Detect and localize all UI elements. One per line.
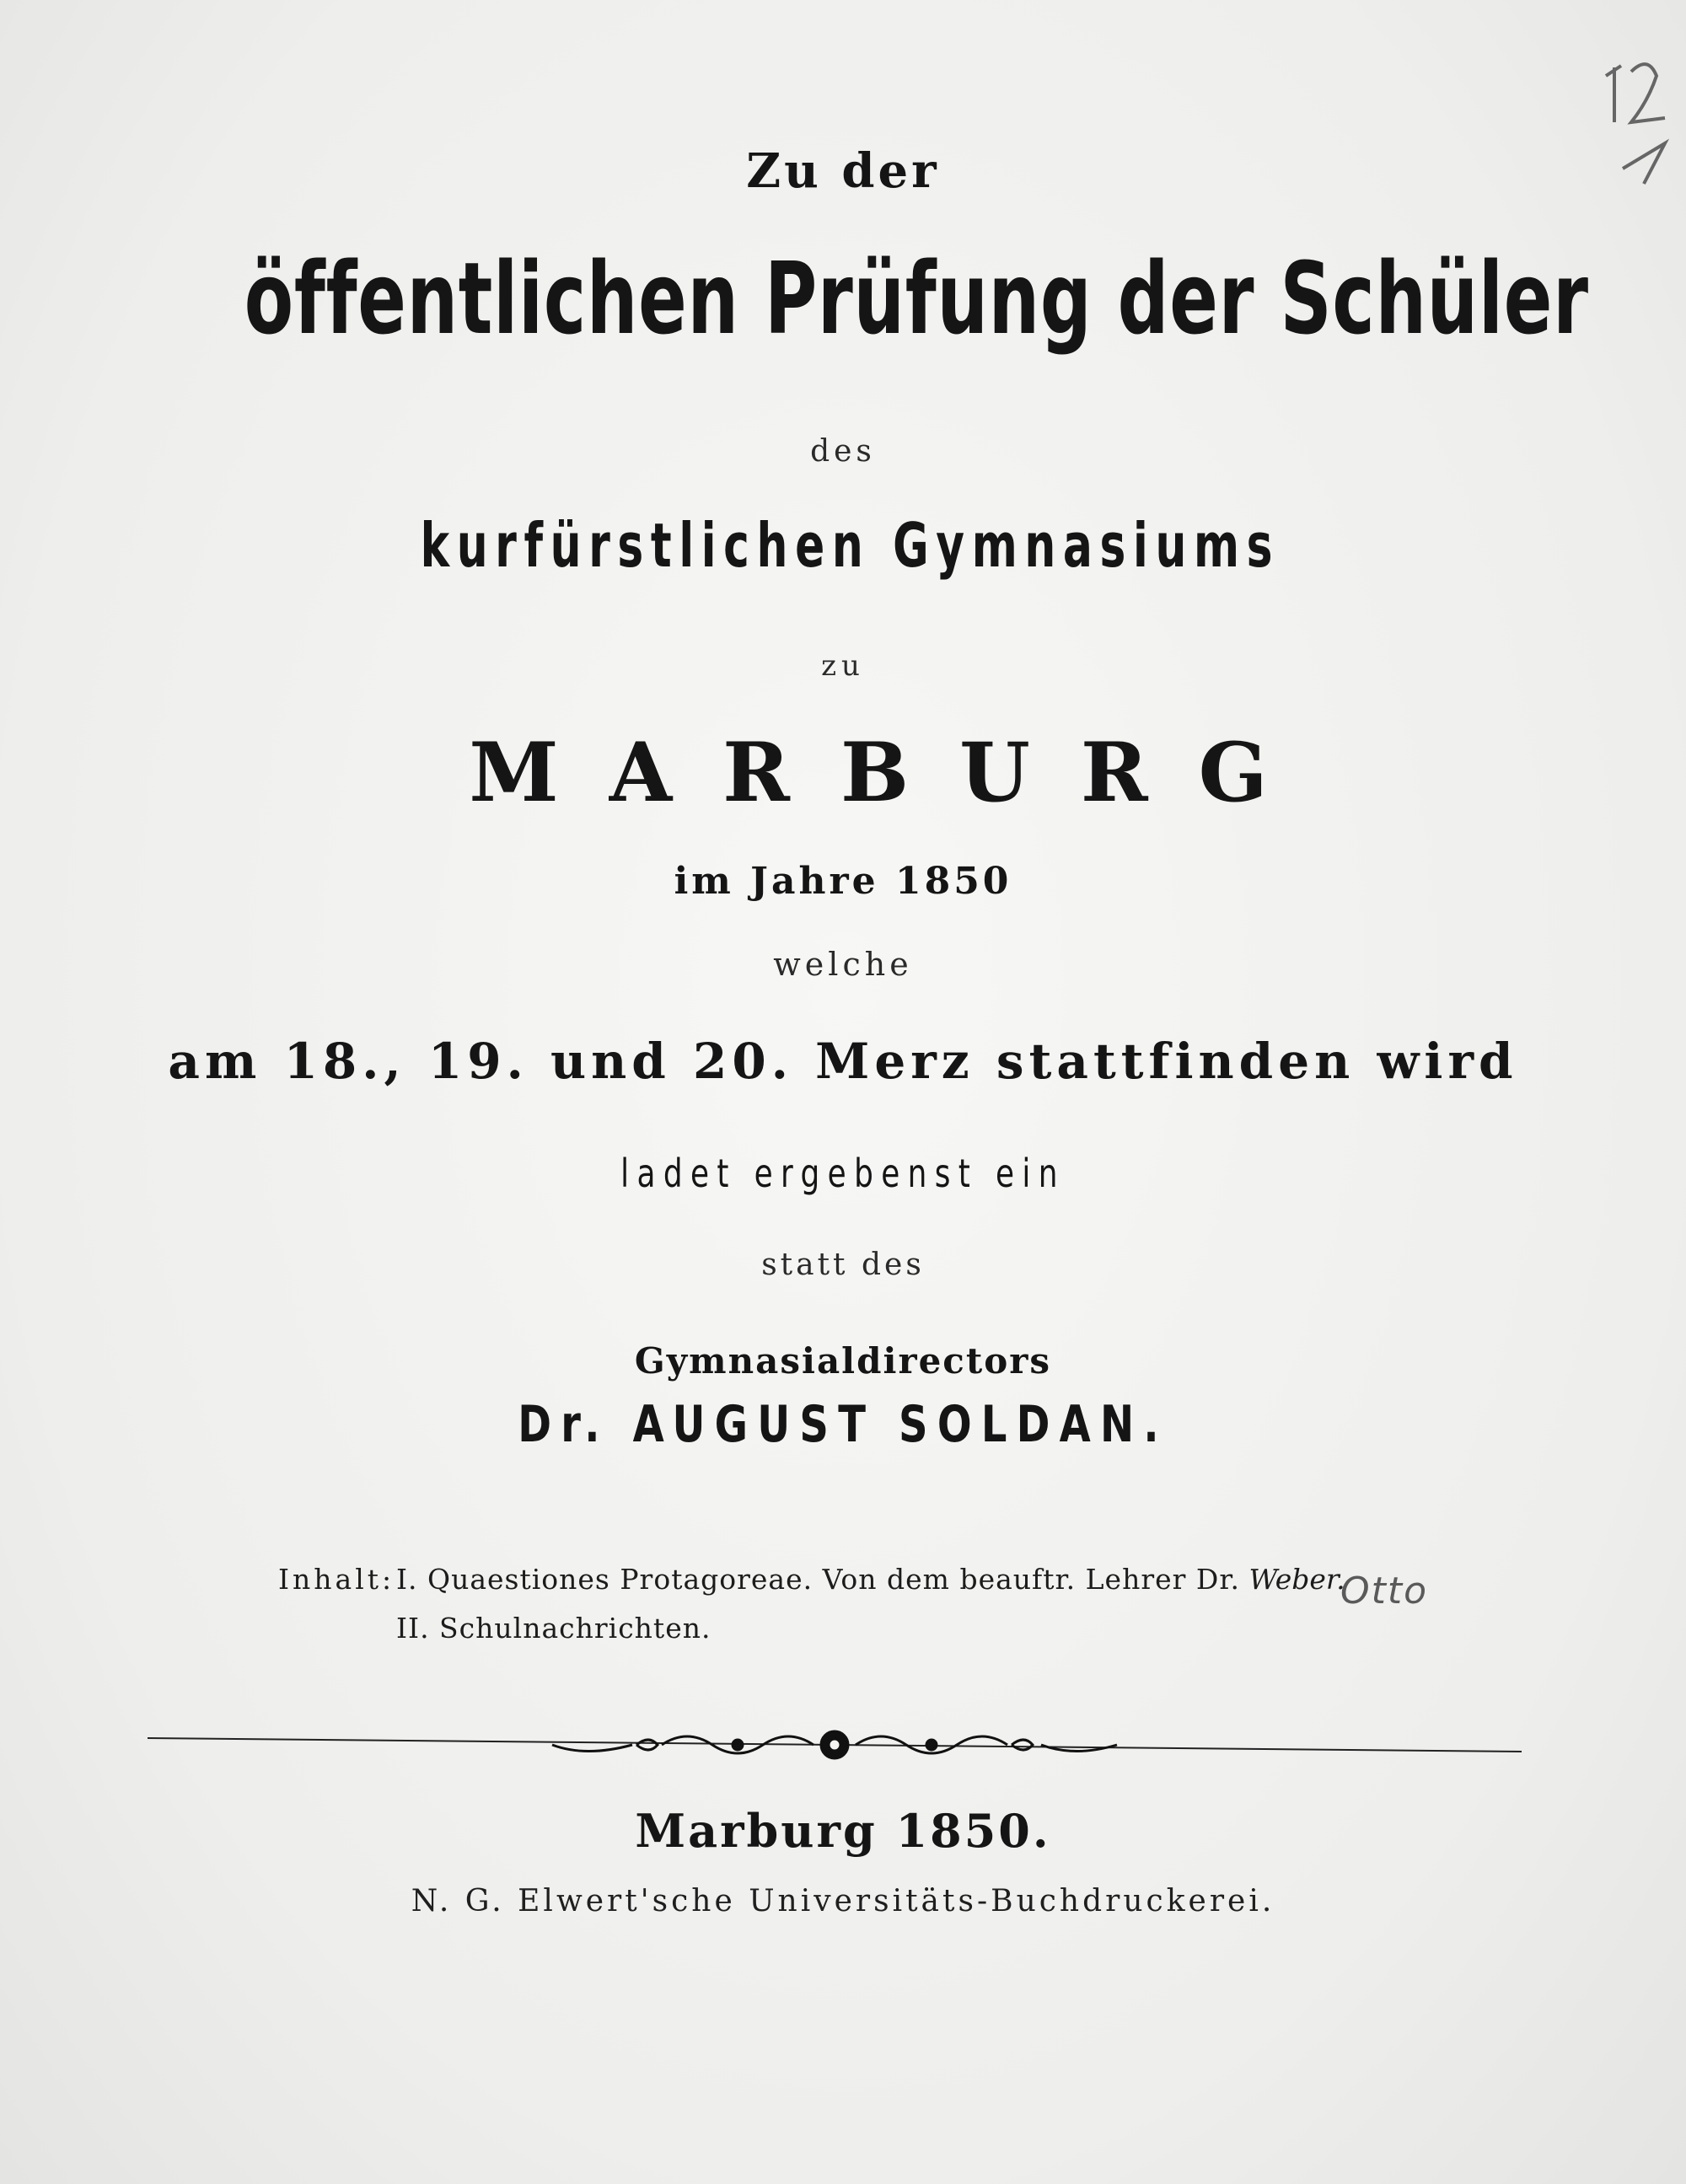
contents-item-1: I. Quaestiones Protagoreae. Von dem beauftr. Lehrer Dr.	[396, 1563, 1241, 1596]
title-line-zu: zu	[821, 649, 865, 683]
title-director-role: Gymnasialdirectors	[634, 1340, 1052, 1382]
title-invitation-line: ladet ergebenst ein	[620, 1151, 1066, 1196]
contents-item-2: II. Schulnachrichten.	[396, 1612, 711, 1645]
title-line-statt-des: statt des	[761, 1248, 925, 1282]
contents-label: Inhalt:	[278, 1563, 395, 1596]
title-director-name: Dr. AUGUST SOLDAN.	[518, 1395, 1168, 1454]
title-line-zu-der: Zu der	[746, 143, 940, 199]
title-gymnasium-heading: kurfürstlichen Gymnasiums	[420, 510, 1281, 581]
contents-item-1-author: Weber.	[1248, 1563, 1345, 1596]
title-year-line: im Jahre 1850	[674, 860, 1012, 903]
title-dates-line: am 18., 19. und 20. Merz stattfinden wird	[168, 1033, 1518, 1090]
title-line-des: des	[810, 434, 876, 469]
table-of-contents	[278, 1555, 1345, 1653]
contents-row-1	[278, 1555, 1345, 1604]
ornamental-rule	[148, 1720, 1522, 1779]
title-city-heading: MARBURG	[469, 725, 1318, 820]
title-line-welche: welche	[773, 946, 913, 983]
imprint-place-year: Marburg 1850.	[635, 1804, 1051, 1858]
title-main-heading: öffentlichen Prüfung der Schüler	[244, 240, 1589, 357]
imprint-printer: N. G. Elwert'sche Universitäts-Buchdruckerei.	[411, 1884, 1275, 1918]
handwritten-note: Otto	[1340, 1570, 1429, 1613]
contents-row-2	[278, 1604, 1345, 1653]
